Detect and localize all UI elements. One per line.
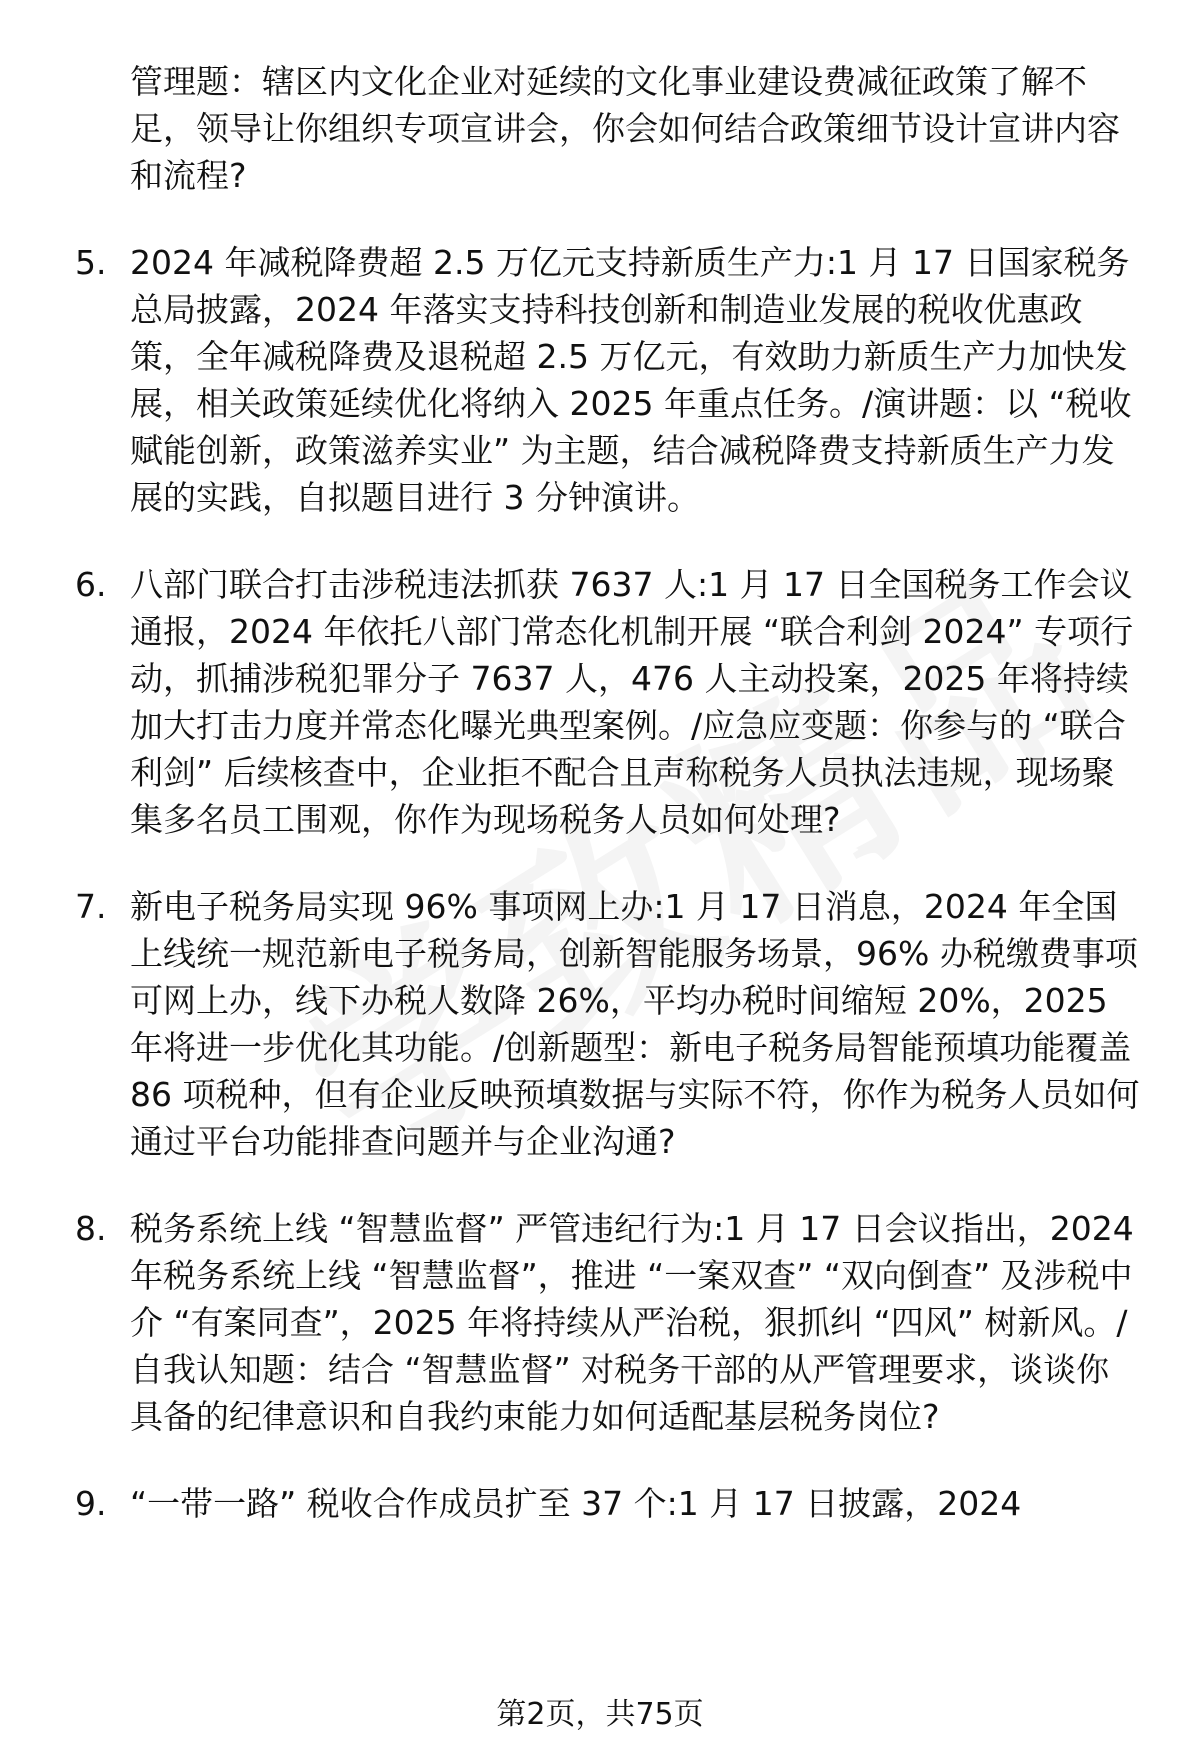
document-body [0, 58, 1200, 1567]
item-text: 新电子税务局实现 96% 事项网上办:1 月 17 日消息，2024 年全国上线统一规范新电子税务局，创新智能服务场景，96% 办税缴费事项可网上办，线下办税人数降 26%，平均办税时间缩短 20%，2025 年将进一步优化其功能。/创新题型：新电子税务局智能预填功能覆盖 86 项税种，但有企业反映预填数据与实际不符，你作为税务人员如何通过平台功能排查问题并与企业沟通? [130, 887, 1140, 1161]
item-text: 2024 年减税降费超 2.5 万亿元支持新质生产力:1 月 17 日国家税务总局披露，2024 年落实支持科技创新和制造业发展的税收优惠政策，全年减税降费及退税超 2.5 万亿元，有效助力新质生产力加快发展，相关政策延续优化将纳入 2025 年重点任务。/演讲题：以 “税收赋能创新，政策滋养实业” 为主题，结合减税降费支持新质生产力发展的实践，自拟题目进行 3 分钟演讲。 [130, 243, 1132, 517]
item-number: 7. [75, 887, 107, 926]
intro-paragraph: 管理题：辖区内文化企业对延续的文化事业建设费减征政策了解不足，领导让你组织专项宣讲会，你会如何结合政策细节设计宣讲内容和流程? [130, 62, 1120, 195]
item-number: 9. [75, 1484, 107, 1523]
list-item-7 [75, 883, 1140, 1165]
item-number: 8. [75, 1209, 107, 1248]
item-text: 税务系统上线 “智慧监督” 严管违纪行为:1 月 17 日会议指出，2024 年税务系统上线 “智慧监督”，推进 “一案双查” “双向倒查” 及涉税中介 “有案同查”，2025 年将持续从严治税，狠抓纠 “四风” 树新风。/自我认知题：结合 “智慧监督” 对税务干部的从严管理要求，谈谈你具备的纪律意识和自我约束能力如何适配基层税务岗位? [130, 1209, 1134, 1436]
item-number: 5. [75, 243, 107, 282]
list-item-5 [75, 239, 1140, 521]
item-text: “一带一路” 税收合作成员扩至 37 个:1 月 17 日披露，2024 [130, 1484, 1022, 1523]
list-item-8 [75, 1205, 1140, 1440]
list-item-9 [75, 1480, 1140, 1527]
item-text: 八部门联合打击涉税违法抓获 7637 人:1 月 17 日全国税务工作会议通报，2024 年依托八部门常态化机制开展 “联合利剑 2024” 专项行动，抓捕涉税犯罪分子 7637 人，476 人主动投案，2025 年将持续加大打击力度并常态化曝光典型案例。/应急应变题：你参与的 “联合利剑” 后续核查中，企业拒不配合且声称税务人员执法违规，现场聚集多名员工围观，你作为现场税务人员如何处理? [130, 565, 1134, 839]
item-number: 6. [75, 565, 107, 604]
list-item-6 [75, 561, 1140, 843]
page-number-footer: 第2页，共75页 [496, 1697, 704, 1732]
